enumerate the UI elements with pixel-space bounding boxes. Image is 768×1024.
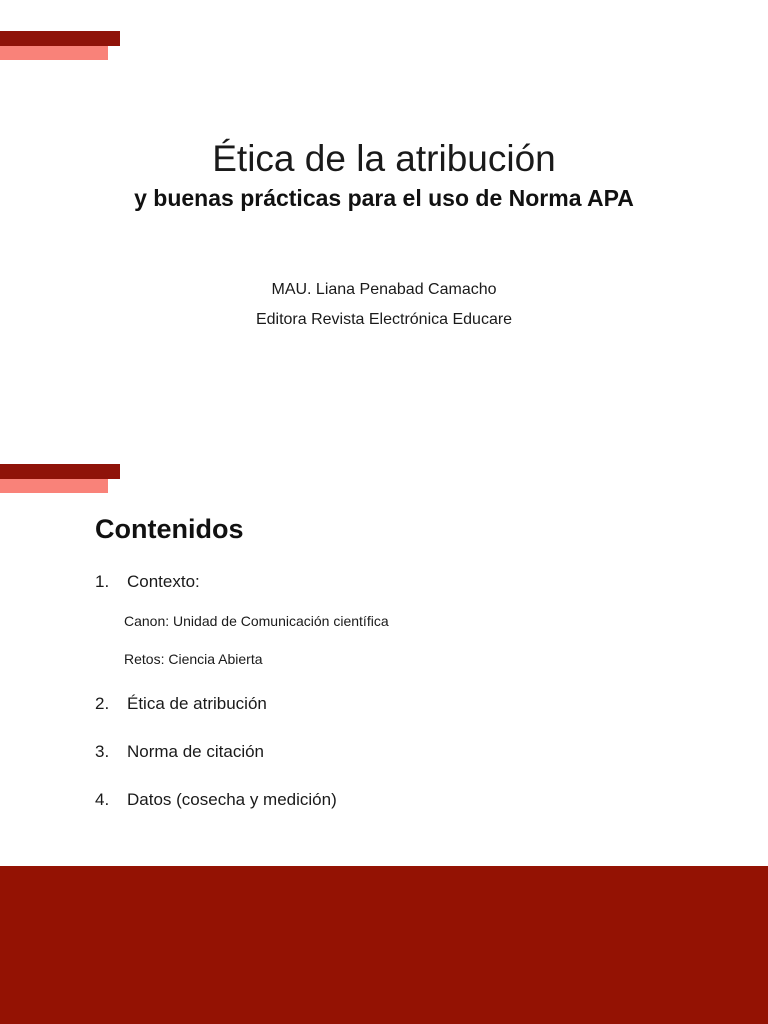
contents-heading: Contenidos	[95, 514, 244, 544]
accent-bar-light	[0, 46, 108, 60]
footer-band	[0, 866, 768, 1024]
author-name: MAU. Liana Penabad Camacho	[271, 281, 497, 298]
slide-title: Ética de la atribución	[212, 138, 556, 179]
item-label: Norma de citación	[127, 742, 265, 761]
item-number: 4.	[95, 790, 110, 809]
item-number: 2.	[95, 694, 110, 713]
accent-bar-dark	[0, 464, 120, 479]
accent-bar-dark	[0, 31, 120, 46]
slide-subtitle: y buenas prácticas para el uso de Norma APA	[134, 185, 634, 211]
accent-bar-light	[0, 479, 108, 493]
title-slide	[0, 0, 768, 448]
contents-item-4	[95, 790, 337, 810]
contents-subitem-1: Canon: Unidad de Comunicación científica	[124, 613, 389, 629]
contents-item-2	[95, 694, 267, 714]
item-number: 1.	[95, 572, 110, 591]
contents-slide	[0, 448, 768, 866]
author-role: Editora Revista Electrónica Educare	[255, 311, 513, 328]
contents-subitem-2: Retos: Ciencia Abierta	[124, 651, 263, 667]
contents-item-1	[95, 572, 200, 592]
item-number: 3.	[95, 742, 110, 761]
item-label: Ética de atribución	[127, 694, 267, 713]
item-label: Datos (cosecha y medición)	[127, 790, 337, 809]
item-label: Contexto:	[127, 572, 200, 591]
contents-item-3	[95, 742, 264, 762]
